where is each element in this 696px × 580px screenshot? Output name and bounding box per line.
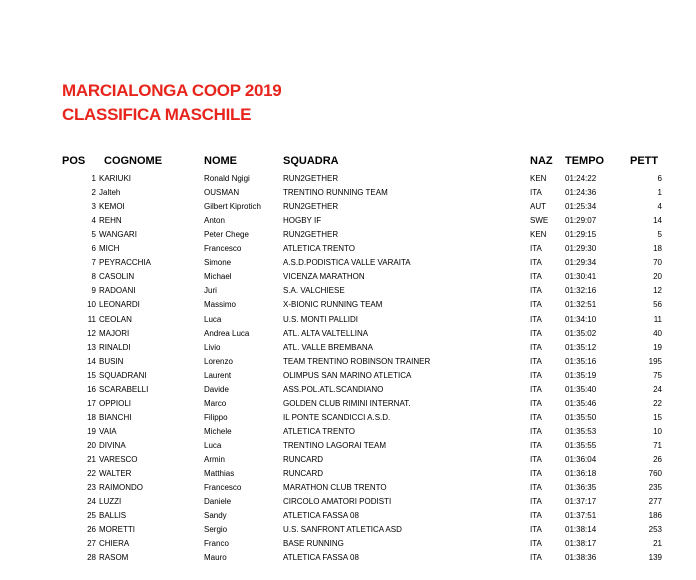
cell-pett: 6 (657, 174, 662, 183)
cell-naz: ITA (530, 370, 542, 380)
cell-pos: 22 (87, 469, 96, 479)
cell-squadra: CIRCOLO AMATORI PODISTI (283, 497, 392, 507)
cell-pos: 5 (91, 230, 96, 240)
cell-pett: 22 (653, 398, 662, 408)
cell-cognome: MAJORI (99, 328, 130, 338)
cell-cognome: BALLIS (99, 511, 127, 521)
cell-pett: 24 (653, 384, 662, 394)
cell-pett: 12 (653, 286, 662, 296)
table-row (0, 441, 696, 455)
cell-pett: 15 (653, 412, 662, 422)
cell-pos: 26 (87, 525, 96, 535)
cell-pett: 71 (653, 440, 662, 450)
table-row (0, 174, 696, 188)
cell-tempo: 01:30:41 (565, 272, 597, 282)
cell-pos: 11 (87, 314, 96, 324)
cell-naz: ITA (530, 553, 542, 563)
cell-tempo: 01:36:04 (565, 455, 597, 464)
cell-squadra: ATL. VALLE BREMBANA (283, 342, 373, 352)
cell-tempo: 01:35:40 (565, 384, 597, 394)
table-row (0, 371, 696, 385)
cell-naz: KEN (530, 174, 547, 183)
cell-nome: Peter Chege (204, 230, 249, 240)
cell-nome: Filippo (204, 412, 228, 422)
cell-tempo: 01:32:51 (565, 300, 597, 310)
table-row (0, 427, 696, 441)
cell-nome: Francesco (204, 483, 242, 493)
cell-nome: Michele (204, 426, 232, 436)
cell-naz: ITA (530, 426, 542, 436)
cell-naz: ITA (530, 511, 542, 521)
cell-pos: 4 (91, 216, 96, 226)
cell-squadra: ASS.POL.ATL.SCANDIANO (283, 384, 384, 394)
cell-naz: ITA (530, 398, 542, 408)
cell-nome: Andrea Luca (204, 328, 250, 338)
cell-pos: 17 (87, 398, 96, 408)
cell-tempo: 01:34:10 (565, 314, 597, 324)
cell-squadra: RUN2GETHER (283, 174, 339, 183)
cell-nome: Francesco (204, 244, 242, 254)
cell-pett: 760 (648, 469, 662, 479)
cell-squadra: ATL. ALTA VALTELLINA (283, 328, 369, 338)
header-pos: POS (62, 155, 86, 167)
cell-tempo: 01:24:36 (565, 188, 597, 198)
table-row (0, 469, 696, 483)
cell-cognome: RAIMONDO (99, 483, 143, 493)
cell-nome: OUSMAN (204, 188, 240, 198)
cell-nome: Anton (204, 216, 225, 226)
cell-pett: 4 (657, 202, 662, 212)
cell-cognome: Jalteh (99, 188, 121, 198)
cell-tempo: 01:29:30 (565, 244, 597, 254)
cell-nome: Mauro (204, 553, 227, 563)
cell-naz: ITA (530, 497, 542, 507)
cell-squadra: S.A. VALCHIESE (283, 286, 345, 296)
cell-nome: Daniele (204, 497, 232, 507)
cell-pos: 1 (91, 174, 96, 183)
cell-tempo: 01:29:34 (565, 258, 597, 268)
cell-nome: Lorenzo (204, 356, 233, 366)
table-row (0, 244, 696, 258)
cell-pett: 40 (653, 328, 662, 338)
cell-squadra: X-BIONIC RUNNING TEAM (283, 300, 383, 310)
cell-pett: 253 (648, 525, 662, 535)
cell-pett: 1 (657, 188, 662, 198)
cell-naz: ITA (530, 469, 542, 479)
cell-nome: Sandy (204, 511, 227, 521)
cell-tempo: 01:35:12 (565, 342, 597, 352)
cell-cognome: RADOANI (99, 286, 136, 296)
cell-naz: ITA (530, 412, 542, 422)
cell-pos: 12 (87, 328, 96, 338)
cell-tempo: 01:35:53 (565, 426, 597, 436)
cell-tempo: 01:35:46 (565, 398, 597, 408)
cell-pos: 27 (87, 539, 96, 549)
table-row (0, 385, 696, 399)
cell-cognome: CHIERA (99, 539, 130, 549)
cell-cognome: DIVINA (99, 440, 126, 450)
cell-squadra: ATLETICA FASSA 08 (283, 553, 359, 563)
cell-pos: 23 (87, 483, 96, 493)
cell-pos: 28 (87, 553, 96, 563)
table-row (0, 511, 696, 525)
cell-cognome: MORETTI (99, 525, 135, 535)
cell-pos: 25 (87, 511, 96, 521)
cell-squadra: HOGBY IF (283, 216, 322, 226)
cell-naz: ITA (530, 314, 542, 324)
cell-squadra: RUN2GETHER (283, 230, 339, 240)
cell-naz: AUT (530, 202, 546, 212)
cell-squadra: ATLETICA TRENTO (283, 426, 356, 436)
cell-naz: ITA (530, 525, 542, 535)
cell-tempo: 01:29:15 (565, 230, 597, 240)
cell-tempo: 01:35:19 (565, 370, 597, 380)
cell-pett: 75 (653, 370, 662, 380)
table-row (0, 216, 696, 230)
cell-naz: ITA (530, 342, 542, 352)
cell-cognome: SQUADRANI (99, 370, 147, 380)
table-row (0, 188, 696, 202)
cell-pos: 20 (87, 440, 96, 450)
cell-naz: ITA (530, 272, 542, 282)
cell-pos: 13 (87, 342, 96, 352)
table-row (0, 399, 696, 413)
cell-naz: ITA (530, 539, 542, 549)
cell-nome: Massimo (204, 300, 237, 310)
table-row (0, 272, 696, 286)
cell-cognome: LUZZI (99, 497, 122, 507)
cell-squadra: TRENTINO LAGORAI TEAM (283, 440, 386, 450)
cell-tempo: 01:35:55 (565, 440, 597, 450)
cell-pos: 10 (87, 300, 96, 310)
cell-nome: Luca (204, 440, 222, 450)
header-tempo: TEMPO (565, 155, 605, 167)
cell-pett: 10 (653, 426, 662, 436)
cell-cognome: PEYRACCHIA (99, 258, 152, 268)
table-row (0, 413, 696, 427)
header-naz: NAZ (530, 155, 553, 167)
cell-pos: 15 (87, 370, 96, 380)
cell-naz: ITA (530, 356, 542, 366)
cell-nome: Simone (204, 258, 232, 268)
cell-squadra: A.S.D.PODISTICA VALLE VARAITA (283, 258, 411, 268)
cell-tempo: 01:32:16 (565, 286, 597, 296)
cell-pett: 21 (653, 539, 662, 549)
cell-cognome: LEONARDI (99, 300, 140, 310)
cell-pett: 14 (653, 216, 662, 226)
cell-pett: 186 (648, 511, 662, 521)
cell-squadra: U.S. MONTI PALLIDI (283, 314, 358, 324)
cell-tempo: 01:24:22 (565, 174, 597, 183)
cell-nome: Armin (204, 455, 225, 464)
table-row (0, 230, 696, 244)
cell-pos: 7 (91, 258, 96, 268)
cell-naz: ITA (530, 286, 542, 296)
cell-tempo: 01:38:36 (565, 553, 597, 563)
table-row (0, 497, 696, 511)
cell-naz: ITA (530, 328, 542, 338)
header-cognome: COGNOME (104, 155, 163, 167)
cell-pett: 5 (657, 230, 662, 240)
cell-pett: 195 (648, 356, 662, 366)
cell-naz: ITA (530, 455, 542, 464)
cell-pett: 277 (648, 497, 662, 507)
cell-pos: 21 (87, 455, 96, 464)
cell-squadra: RUNCARD (283, 455, 323, 464)
header-nome: NOME (204, 155, 237, 167)
cell-pos: 14 (87, 356, 96, 366)
cell-pett: 20 (653, 272, 662, 282)
cell-squadra: IL PONTE SCANDICCI A.S.D. (283, 412, 391, 422)
cell-cognome: WALTER (99, 469, 132, 479)
cell-pos: 24 (87, 497, 96, 507)
cell-nome: Luca (204, 314, 222, 324)
cell-pett: 11 (653, 314, 662, 324)
table-row (0, 300, 696, 314)
cell-naz: ITA (530, 300, 542, 310)
cell-pos: 19 (87, 426, 96, 436)
cell-nome: Juri (204, 286, 217, 296)
cell-cognome: REHN (99, 216, 122, 226)
page-title: MARCIALONGA COOP 2019 (62, 81, 282, 100)
cell-cognome: MICH (99, 244, 120, 254)
cell-pos: 18 (87, 412, 96, 422)
table-row (0, 315, 696, 329)
page-subtitle: CLASSIFICA MASCHILE (62, 105, 252, 124)
cell-nome: Sergio (204, 525, 228, 535)
cell-nome: Matthias (204, 469, 235, 479)
cell-tempo: 01:37:17 (565, 497, 597, 507)
cell-squadra: ATLETICA FASSA 08 (283, 511, 359, 521)
cell-squadra: RUNCARD (283, 469, 323, 479)
cell-nome: Gilbert Kiprotich (204, 202, 261, 212)
cell-nome: Laurent (204, 370, 232, 380)
cell-tempo: 01:38:17 (565, 539, 597, 549)
cell-cognome: RASOM (99, 553, 129, 563)
cell-pos: 9 (91, 286, 96, 296)
cell-cognome: CEOLAN (99, 314, 132, 324)
cell-cognome: VARESCO (99, 455, 138, 464)
cell-nome: Davide (204, 384, 229, 394)
cell-naz: SWE (530, 216, 549, 226)
cell-naz: ITA (530, 258, 542, 268)
cell-squadra: U.S. SANFRONT ATLETICA ASD (283, 525, 402, 535)
cell-cognome: BIANCHI (99, 412, 132, 422)
cell-squadra: GOLDEN CLUB RIMINI INTERNAT. (283, 398, 411, 408)
cell-naz: KEN (530, 230, 547, 240)
cell-squadra: TRENTINO RUNNING TEAM (283, 188, 388, 198)
cell-squadra: ATLETICA TRENTO (283, 244, 356, 254)
cell-tempo: 01:36:35 (565, 483, 597, 493)
cell-cognome: OPPIOLI (99, 398, 132, 408)
table-row (0, 329, 696, 343)
cell-squadra: RUN2GETHER (283, 202, 339, 212)
cell-squadra: OLIMPUS SAN MARINO ATLETICA (283, 370, 412, 380)
cell-pos: 16 (87, 384, 96, 394)
table-row (0, 455, 696, 469)
cell-naz: ITA (530, 384, 542, 394)
table-row (0, 202, 696, 216)
cell-cognome: CASOLIN (99, 272, 135, 282)
cell-squadra: VICENZA MARATHON (283, 272, 365, 282)
cell-pett: 70 (653, 258, 662, 268)
cell-cognome: RINALDI (99, 342, 131, 352)
header-squadra: SQUADRA (283, 155, 339, 167)
cell-nome: Franco (204, 539, 229, 549)
cell-tempo: 01:25:34 (565, 202, 597, 212)
table-row (0, 258, 696, 272)
cell-naz: ITA (530, 483, 542, 493)
table-row (0, 525, 696, 539)
table-row (0, 539, 696, 553)
cell-naz: ITA (530, 244, 542, 254)
cell-squadra: MARATHON CLUB TRENTO (283, 483, 387, 493)
cell-cognome: VAIA (99, 426, 117, 436)
table-row (0, 357, 696, 371)
cell-cognome: WANGARI (99, 230, 137, 240)
cell-pos: 3 (91, 202, 96, 212)
cell-naz: ITA (530, 188, 542, 198)
cell-tempo: 01:38:14 (565, 525, 597, 535)
cell-tempo: 01:36:18 (565, 469, 597, 479)
cell-tempo: 01:35:50 (565, 412, 597, 422)
cell-pos: 8 (91, 272, 96, 282)
cell-naz: ITA (530, 440, 542, 450)
cell-nome: Michael (204, 272, 232, 282)
cell-tempo: 01:29:07 (565, 216, 597, 226)
cell-pos: 2 (91, 188, 96, 198)
cell-tempo: 01:37:51 (565, 511, 597, 521)
cell-nome: Marco (204, 398, 227, 408)
table-row (0, 343, 696, 357)
cell-squadra: TEAM TRENTINO ROBINSON TRAINER (283, 356, 431, 366)
cell-tempo: 01:35:16 (565, 356, 597, 366)
cell-pett: 56 (653, 300, 662, 310)
cell-pett: 235 (648, 483, 662, 493)
cell-cognome: SCARABELLI (99, 384, 149, 394)
header-pett: PETT (630, 155, 659, 167)
cell-pett: 18 (653, 244, 662, 254)
cell-tempo: 01:35:02 (565, 328, 597, 338)
cell-nome: Ronald Ngigi (204, 174, 250, 183)
cell-pett: 19 (653, 342, 662, 352)
table-row (0, 553, 696, 567)
table-row (0, 286, 696, 300)
cell-cognome: KEMOI (99, 202, 125, 212)
cell-pett: 26 (653, 455, 662, 464)
cell-pett: 139 (648, 553, 662, 563)
table-row (0, 483, 696, 497)
cell-squadra: BASE RUNNING (283, 539, 344, 549)
cell-cognome: BUSIN (99, 356, 124, 366)
cell-cognome: KARIUKI (99, 174, 132, 183)
cell-pos: 6 (91, 244, 96, 254)
cell-nome: Livio (204, 342, 221, 352)
